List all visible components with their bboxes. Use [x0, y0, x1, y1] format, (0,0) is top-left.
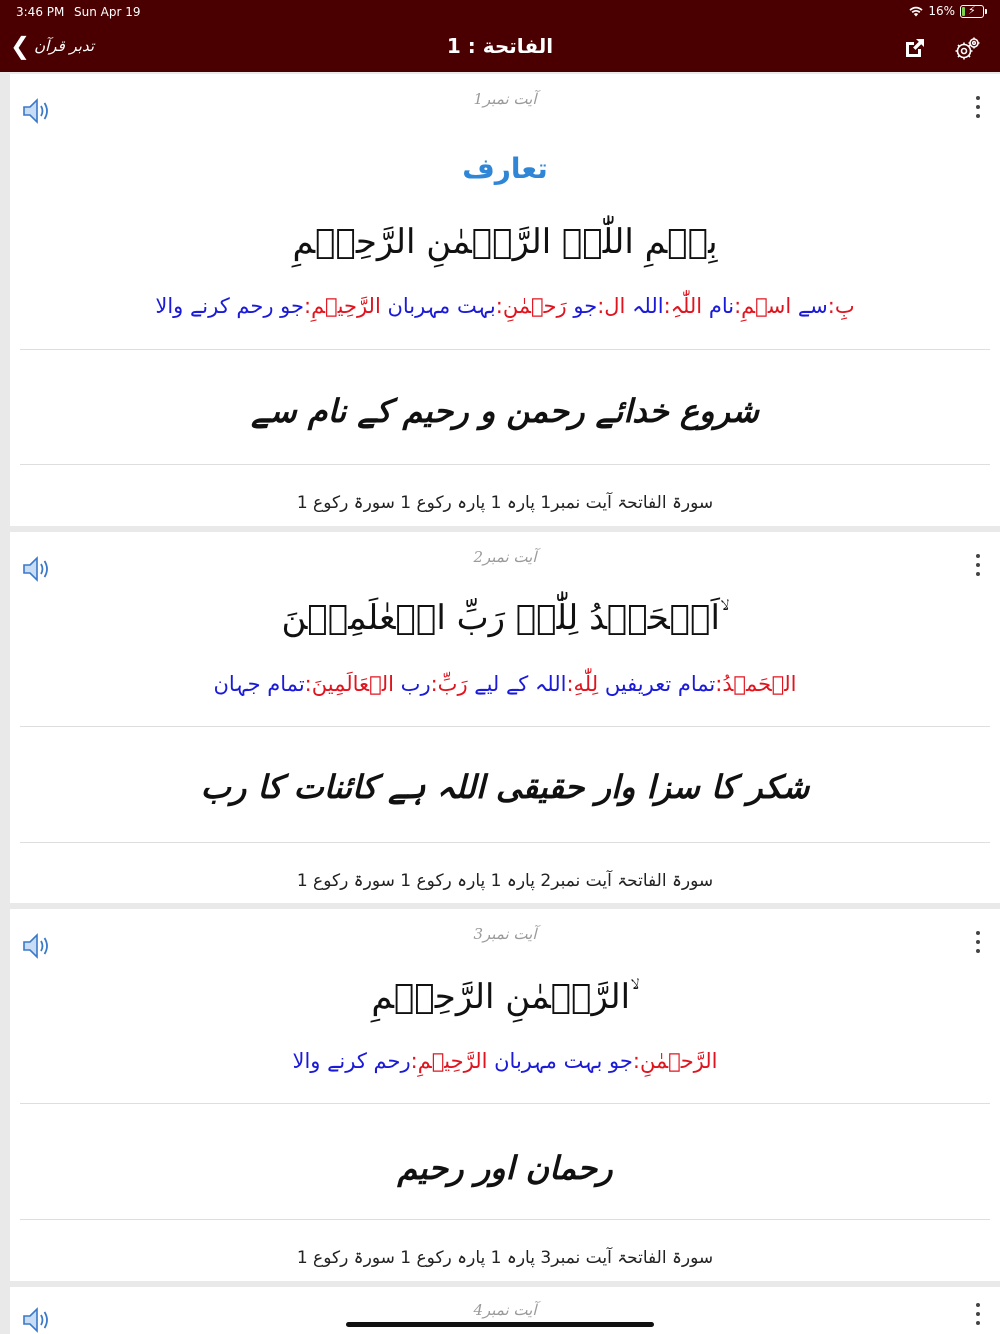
word-separator: :	[632, 1049, 640, 1073]
word-arabic: رَبِّ	[437, 672, 468, 696]
battery-level	[962, 7, 965, 16]
arabic-verse: بِسۡمِ اللّٰہِ الرَّحۡمٰنِ الرَّحِیۡمِ	[292, 222, 718, 262]
divider	[20, 1103, 990, 1104]
word-arabic: ال	[604, 294, 626, 318]
urdu-translation: شروع خدائے رحمن و رحیم کے نام سے	[251, 392, 759, 430]
word-separator: :	[734, 294, 742, 318]
section-title: تعارف	[462, 152, 548, 185]
ayah-number: آیت نمبر3	[473, 925, 537, 943]
word-meaning: جو رحم کرنے والا	[155, 294, 304, 318]
word-separator: :	[410, 1049, 418, 1073]
word-separator: :	[566, 672, 574, 696]
word-by-word	[10, 294, 1000, 318]
arabic-verse: اَلۡحَمۡدُ لِلّٰہِ رَبِّ الۡعٰلَمِیۡنَ ۙ	[281, 598, 729, 638]
word-arabic: الۡحَمۡدُ	[722, 672, 797, 696]
word-meaning: جو بہت مہربان	[494, 1049, 633, 1073]
word-separator: :	[495, 294, 503, 318]
share-icon[interactable]	[903, 36, 927, 60]
status-bar	[0, 0, 1000, 24]
word-separator: :	[304, 672, 312, 696]
top-bar	[0, 0, 1000, 72]
word-meaning: سے	[797, 294, 828, 318]
divider	[20, 464, 990, 465]
status-right	[909, 4, 984, 18]
divider	[20, 1219, 990, 1220]
word-meaning: رب	[400, 672, 431, 696]
urdu-translation: شکر کا سزا وار حقیقی اللہ ہے کائنات کا رب	[200, 768, 810, 806]
word-arabic: الرَّحۡمٰنِ	[639, 1049, 718, 1073]
divider	[20, 726, 990, 727]
word-meaning: رحم کرنے والا	[292, 1049, 411, 1073]
ayah-reference: سورۃ الفاتحۃ آیت نمبر2 پارہ 1 پارہ رکوع 1 سورۃ رکوع 1	[296, 871, 714, 891]
ayah-card-1	[10, 74, 1000, 526]
word-arabic: بِ	[834, 294, 855, 318]
wifi-icon	[909, 6, 923, 17]
ayah-card-3	[10, 909, 1000, 1281]
word-separator: :	[715, 672, 723, 696]
settings-gear-icon[interactable]	[953, 35, 981, 63]
word-arabic: رَحۡمٰنِ	[502, 294, 567, 318]
word-meaning: تمام جہان	[213, 672, 305, 696]
word-arabic: لِلّٰهِ	[573, 672, 599, 696]
word-separator: :	[304, 294, 312, 318]
battery-icon: ⚡	[960, 5, 984, 18]
word-arabic: الرَّحِیۡمِ	[311, 294, 381, 318]
word-arabic: اسۡمِ	[741, 294, 792, 318]
chevron-left-icon: ❮	[10, 32, 31, 60]
word-by-word	[10, 672, 1000, 696]
word-meaning: نام	[708, 294, 735, 318]
battery-percent: 16%	[928, 4, 955, 18]
word-by-word	[10, 1049, 1000, 1073]
home-indicator[interactable]	[346, 1322, 654, 1327]
status-time: 3:46 PM	[16, 5, 65, 19]
word-arabic: الرَّحِیۡمِ	[417, 1049, 488, 1073]
word-arabic: اللّٰہِ	[670, 294, 703, 318]
urdu-translation: رحمان اور رحیم	[397, 1149, 613, 1187]
word-separator: :	[430, 672, 438, 696]
arabic-verse: الرَّحۡمٰنِ الرَّحِیۡمِ ۙ	[371, 977, 639, 1017]
word-meaning: بہت مہربان	[387, 294, 496, 318]
ayah-number: آیت نمبر1	[473, 90, 537, 108]
word-meaning: جو	[573, 294, 598, 318]
ayah-reference: سورۃ الفاتحۃ آیت نمبر1 پارہ 1 پارہ رکوع 1 سورۃ رکوع 1	[296, 493, 714, 513]
word-meaning: اللہ کے لیے	[474, 672, 567, 696]
ayah-number: آیت نمبر2	[473, 548, 537, 566]
ayah-reference: سورۃ الفاتحۃ آیت نمبر3 پارہ 1 پارہ رکوع 1 سورۃ رکوع 1	[296, 1248, 714, 1268]
word-meaning: اللہ	[632, 294, 664, 318]
divider	[20, 349, 990, 350]
ayah-number: آیت نمبر4	[473, 1301, 537, 1319]
word-separator: :	[827, 294, 835, 318]
ayah-card-2	[10, 532, 1000, 903]
nav-bar	[0, 24, 1000, 72]
page-title: الفاتحة : 1	[446, 34, 554, 58]
word-arabic: الۡعَالَمِينَ	[311, 672, 394, 696]
back-label: تدبر قرآن	[34, 37, 95, 55]
divider	[20, 842, 990, 843]
word-separator: :	[663, 294, 671, 318]
word-meaning: تمام تعریفیں	[604, 672, 716, 696]
status-date: Sun Apr 19	[74, 5, 141, 19]
word-separator: :	[597, 294, 605, 318]
